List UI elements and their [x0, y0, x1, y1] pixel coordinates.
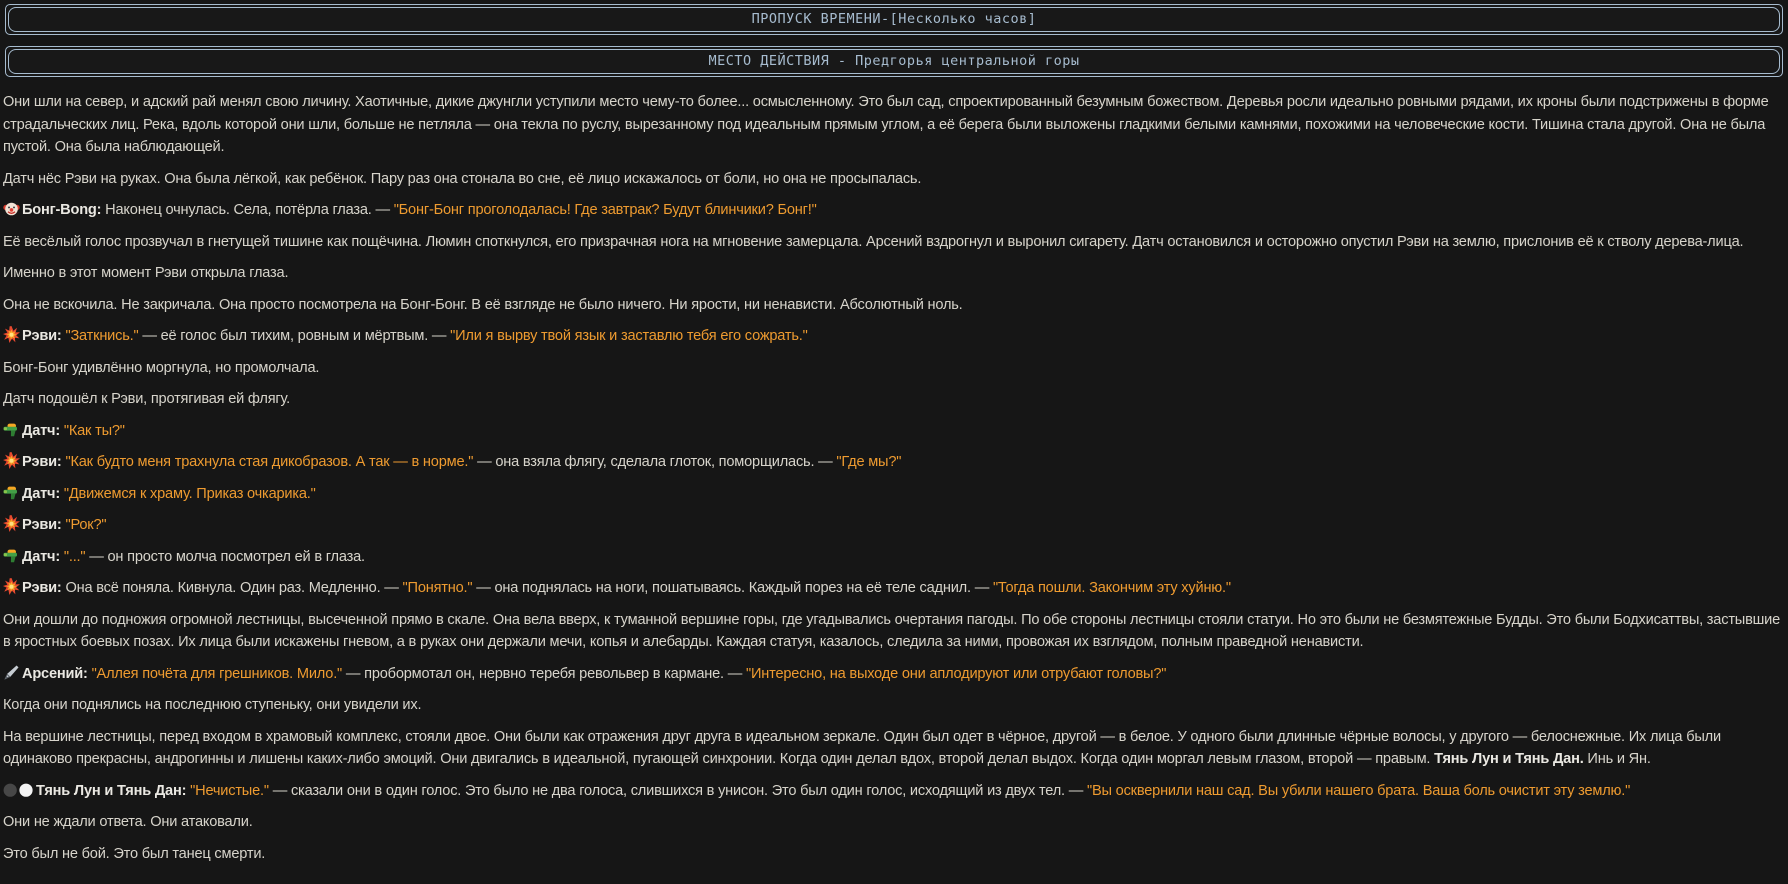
dialogue-quote: "Или я вырву твой язык и заставлю тебя его сожрать." — [450, 328, 808, 344]
timeskip-banner-label: ПРОПУСК ВРЕМЕНИ-[Несколько часов] — [8, 7, 1780, 32]
story-paragraph — [3, 694, 1785, 717]
dialogue-quote: "Движемся к храму. Приказ очкарика." — [60, 485, 316, 502]
water-pistol-icon — [3, 484, 20, 501]
story-paragraph — [3, 780, 1785, 803]
narration-text: — она взяла флягу, сделала глоток, поморщилась. — — [473, 454, 837, 470]
dialogue-quote: "Как ты?" — [60, 422, 125, 439]
speaker-name: Бонг-Bong: — [22, 202, 102, 218]
narration-text: Они дошли до подножия огромной лестницы, высеченной прямо в скале. Она вела вверх, к туманной вершине горы, где угадывались очертания пагоды. По обе стороны лестницы стояли статуи. Но это были не безмятежные Будды. Это были Бодхисаттвы, застывшие в яростных боевых позах. Их лица были искажены гневом, а в руках они держали мечи, копья и алебарды. Каждая статуя, казалось, следила за ними, провожая их взглядом, полным праведной ненависти. — [3, 611, 1781, 650]
collision-burst-icon — [3, 326, 20, 343]
fountain-pen-icon — [3, 664, 20, 681]
narration-text: — пробормотал он, нервно теребя револьвер в кармане. — — [342, 665, 746, 682]
story-paragraph — [3, 663, 1785, 686]
dialogue-quote: "Вы осквернили наш сад. Вы убили нашего брата. Ваша боль очистит эту землю." — [1087, 782, 1631, 799]
story-paragraph — [3, 262, 1785, 285]
narration-text: Когда они поднялись на последнюю ступеньку, они увидели их. — [3, 697, 422, 713]
narration-text: Датч подошёл к Рэви, протягивая ей флягу. — [3, 391, 291, 407]
dialogue-quote: "Рок?" — [61, 517, 107, 533]
dialogue-quote: "Бонг-Бонг проголодалась! Где завтрак? Будут блинчики? Бонг!" — [393, 202, 817, 218]
narration-text: Она всё поняла. Кивнула. Один раз. Медленно. — — [61, 580, 403, 596]
emphasized-text: Тянь Лун и Тянь Дан. — [1434, 751, 1584, 767]
story-paragraph — [3, 199, 1785, 222]
story-paragraph — [3, 726, 1785, 771]
narration-text: Инь и Ян. — [1583, 751, 1651, 767]
story-paragraph — [3, 451, 1785, 474]
speaker-name: Рэви: — [22, 517, 62, 533]
narration-text: — он просто молча посмотрел ей в глаза. — [85, 548, 365, 565]
dialogue-quote: "Заткнись." — [61, 328, 139, 344]
story-paragraph — [3, 325, 1785, 348]
narration-text: Наконец очнулась. Села, потёрла глаза. — — [101, 202, 394, 218]
speaker-name: Датч: — [22, 548, 60, 565]
speaker-name: Арсений: — [22, 665, 88, 682]
dialogue-quote: "Понятно." — [402, 580, 473, 596]
collision-burst-icon — [3, 452, 20, 469]
story-paragraph — [3, 294, 1785, 317]
narration-text: Это был не бой. Это был танец смерти. — [3, 845, 266, 862]
narration-text: Её весёлый голос прозвучал в гнетущей тишине как пощёчина. Люмин споткнулся, его призрачная нога на мгновение замерцала. Арсений вздрогнул и выронил сигарету. Датч остановился и осторожно опустил Рэви на землю, прислонив её к стволу дерева-лица. — [3, 233, 1744, 250]
story-paragraph — [3, 811, 1785, 834]
speaker-name: Рэви: — [22, 328, 62, 344]
collision-burst-icon — [3, 578, 20, 595]
location-banner-label: МЕСТО ДЕЙСТВИЯ - Предгорья центральной горы — [8, 49, 1780, 74]
black-and-white-circles-icon — [3, 782, 34, 798]
narration-text: Бонг-Бонг удивлённо моргнула, но промолчала. — [3, 359, 320, 376]
story-paragraph — [3, 91, 1785, 159]
narration-text: Датч нёс Рэви на руках. Она была лёгкой, как ребёнок. Пару раз она стонала во сне, её лицо искажалось от боли, но она не просыпалась. — [3, 170, 922, 187]
dialogue-quote: "Как будто меня трахнула стая дикобразов. А так — в норме." — [61, 454, 474, 470]
story-log — [0, 77, 1788, 884]
water-pistol-icon — [3, 547, 20, 564]
narration-text: Она не вскочила. Не закричала. Она просто посмотрела на Бонг-Бонг. В её взгляде не было ничего. Ни ярости, ни ненависти. Абсолютный ноль. — [3, 296, 963, 313]
water-pistol-icon — [3, 421, 20, 438]
dialogue-quote: "Тогда пошли. Закончим эту хуйню." — [992, 580, 1231, 596]
collision-burst-icon — [3, 515, 20, 532]
timeskip-banner — [5, 4, 1783, 35]
speaker-name: Датч: — [22, 422, 60, 439]
speaker-name: Рэви: — [22, 454, 62, 470]
dialogue-quote: "..." — [60, 548, 86, 565]
story-paragraph — [3, 514, 1785, 537]
story-paragraph — [3, 483, 1785, 506]
story-paragraph — [3, 388, 1785, 411]
location-banner — [5, 46, 1783, 77]
speaker-name: Тянь Лун и Тянь Дан: — [36, 782, 187, 799]
narration-text: Они не ждали ответа. Они атаковали. — [3, 814, 253, 830]
narration-text: — сказали они в один голос. Это было не два голоса, слившихся в унисон. Это был один голос, исходящий из двух тел. — — [268, 782, 1087, 799]
narration-text: Они шли на север, и адский рай менял свою личину. Хаотичные, дикие джунгли уступили место чему-то более... осмысленному. Это был сад, спроектированный безумным божеством. Деревья росли идеально ровными рядами, их кроны были подстрижены в форме страдальческих лиц. Река, вдоль которой они шли, больше не петляла — она текла по руслу, вырезанному под идеальным прямым углом, а её берега были выложены гладкими белыми камнями, похожими на человеческие кости. Тишина стала другой. Она не была пустой. Она была наблюдающей. — [3, 94, 1769, 155]
story-paragraph — [3, 420, 1785, 443]
story-paragraph — [3, 609, 1785, 654]
speaker-name: Рэви: — [22, 580, 62, 596]
dialogue-quote: "Аллея почёта для грешников. Мило." — [87, 665, 343, 682]
story-paragraph — [3, 168, 1785, 191]
speaker-name: Датч: — [22, 485, 60, 502]
dialogue-quote: "Нечистые." — [186, 782, 269, 799]
clown-face-icon — [3, 200, 20, 217]
story-paragraph — [3, 577, 1785, 600]
dialogue-quote: "Интересно, на выходе они аплодируют или отрубают головы?" — [746, 665, 1167, 682]
story-paragraph — [3, 357, 1785, 380]
dialogue-quote: "Где мы?" — [836, 454, 902, 470]
story-paragraph — [3, 231, 1785, 254]
narration-text: — её голос был тихим, ровным и мёртвым. — — [138, 328, 451, 344]
narration-text: Именно в этот момент Рэви открыла глаза. — [3, 265, 289, 281]
narration-text: — она поднялась на ноги, пошатываясь. Каждый порез на её теле саднил. — — [472, 580, 993, 596]
narration-text: На вершине лестницы, перед входом в храмовый комплекс, стояли двое. Они были как отражения друг друга в идеальном зеркале. Один был одет в чёрное, другой — в белое. У одного были длинные чёрные волосы, у другого — белоснежные. Их лица были одинаково прекрасны, андрогинны и лишены каких-либо эмоций. Они двигались в идеальной, пугающей синхронии. Когда один делал вдох, второй делал выдох. Когда один моргал левым глазом, второй — правым. — [3, 728, 1721, 767]
story-paragraph — [3, 546, 1785, 569]
